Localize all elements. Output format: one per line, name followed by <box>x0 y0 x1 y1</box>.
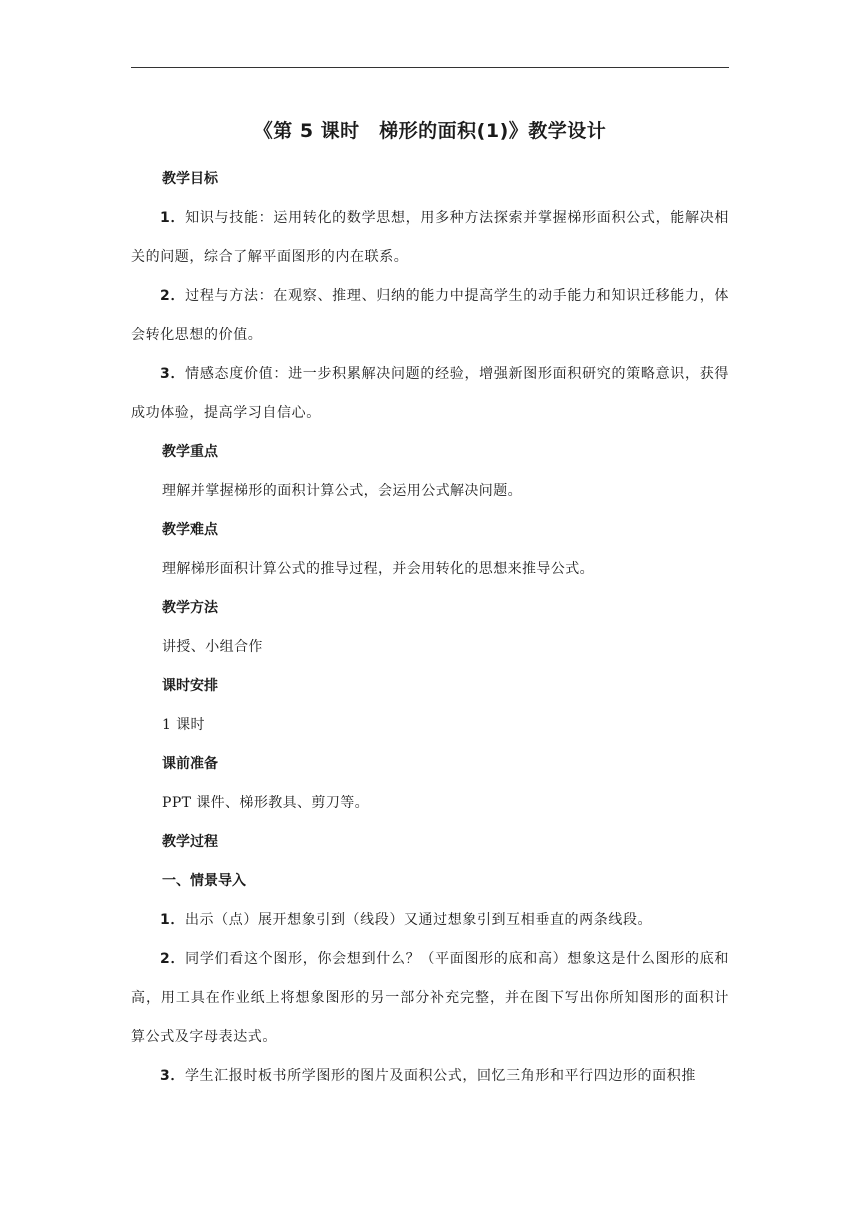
goal-item-2 <box>131 277 729 355</box>
goal-item-1-number: 1． <box>160 210 186 226</box>
process-item-1 <box>131 901 729 940</box>
section-heading-schedule: 课时安排 <box>162 678 218 694</box>
section-heading-process: 教学过程 <box>162 834 218 850</box>
key-points-text: 理解并掌握梯形的面积计算公式，会运用公式解决问题。 <box>162 483 522 499</box>
section-heading-preparation: 课前准备 <box>162 756 218 772</box>
goal-item-3-number: 3． <box>160 366 186 382</box>
section-heading-difficulties: 教学难点 <box>162 522 218 538</box>
goal-item-1 <box>131 199 729 277</box>
methods-text: 讲授、小组合作 <box>162 639 263 655</box>
process-item-3-text: 学生汇报时板书所学图形的图片及面积公式，回忆三角形和平行四边形的面积推 <box>184 1068 696 1084</box>
process-item-2-text: 同学们看这个图形，你会想到什么？（平面图形的底和高）想象这是什么图形的底和高，用工具在作业纸上将想象图形的另一部分补充完整，并在图下写出你所知图形的面积计算公式及字母表达式。 <box>131 951 729 1045</box>
process-item-1-number: 1． <box>160 912 185 928</box>
section-heading-key-points: 教学重点 <box>162 444 218 460</box>
section-heading-goals: 教学目标 <box>162 171 218 187</box>
process-item-3-number: 3． <box>160 1068 185 1084</box>
goal-item-1-text: 知识与技能：运用转化的数学思想，用多种方法探索并掌握梯形面积公式，能解决相关的问题，综合了解平面图形的内在联系。 <box>131 210 729 265</box>
goal-item-2-number: 2． <box>160 288 186 304</box>
process-item-3 <box>131 1057 729 1096</box>
document-title: 《第 5 课时 梯形的面积(1)》教学设计 <box>253 120 607 142</box>
process-item-1-text: 出示（点）展开想象引到（线段）又通过想象引到互相垂直的两条线段。 <box>184 912 653 928</box>
document-body <box>131 160 729 1096</box>
section-heading-methods: 教学方法 <box>162 600 218 616</box>
goal-item-3-text: 情感态度价值：进一步积累解决问题的经验，增强新图形面积研究的策略意识，获得成功体验，提高学习自信心。 <box>131 366 729 421</box>
schedule-text: 1 课时 <box>162 717 205 733</box>
goal-item-3 <box>131 355 729 433</box>
header-rule <box>131 67 729 68</box>
process-item-2-number: 2． <box>160 951 186 967</box>
process-item-2 <box>131 940 729 1057</box>
difficulties-text: 理解梯形面积计算公式的推导过程，并会用转化的思想来推导公式。 <box>162 561 594 577</box>
preparation-text: PPT 课件、梯形教具、剪刀等。 <box>162 795 370 811</box>
goal-item-2-text: 过程与方法：在观察、推理、归纳的能力中提高学生的动手能力和知识迁移能力，体会转化思想的价值。 <box>131 288 729 343</box>
process-subheading-intro: 一、情景导入 <box>162 873 246 889</box>
